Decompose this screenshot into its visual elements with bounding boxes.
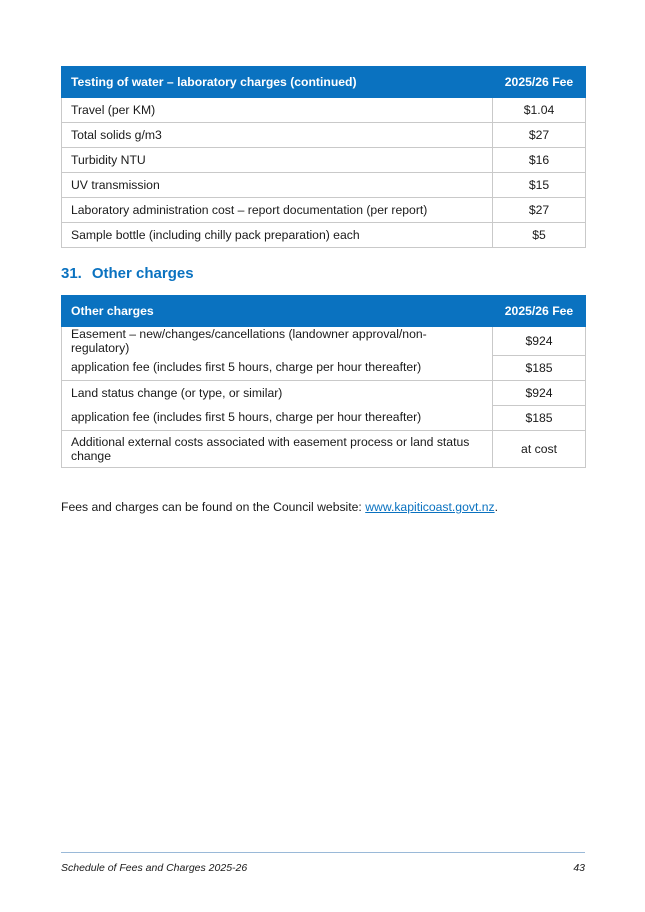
table-row bbox=[62, 173, 586, 198]
row-fee: $16 bbox=[493, 148, 586, 173]
row-fee: at cost bbox=[493, 430, 586, 467]
footer-title: Schedule of Fees and Charges 2025-26 bbox=[61, 862, 248, 874]
row-fee: $924 bbox=[493, 380, 586, 405]
table-row bbox=[62, 223, 586, 248]
table-row bbox=[62, 98, 586, 123]
row-description: UV transmission bbox=[62, 173, 493, 198]
row-description: Laboratory administration cost – report documentation (per report) bbox=[62, 198, 493, 223]
row-description: Travel (per KM) bbox=[62, 98, 493, 123]
section-number: 31. bbox=[61, 265, 82, 282]
fee-column-header: 2025/26 Fee bbox=[493, 296, 586, 327]
website-note-end: . bbox=[494, 500, 498, 514]
row-fee: $1.04 bbox=[493, 98, 586, 123]
row-description: application fee (includes first 5 hours, charge per hour thereafter) bbox=[62, 405, 493, 430]
page-number: 43 bbox=[573, 862, 585, 874]
row-description: Turbidity NTU bbox=[62, 148, 493, 173]
description-column-header: Other charges bbox=[62, 296, 493, 327]
table-row bbox=[62, 148, 586, 173]
row-fee: $27 bbox=[493, 198, 586, 223]
row-description: Additional external costs associated with easement process or land status change bbox=[62, 430, 493, 467]
table-header-row bbox=[62, 67, 586, 98]
row-description: Total solids g/m3 bbox=[62, 123, 493, 148]
footer-divider bbox=[61, 852, 585, 853]
row-description: Sample bottle (including chilly pack preparation) each bbox=[62, 223, 493, 248]
website-note-text: Fees and charges can be found on the Council website: bbox=[61, 500, 366, 514]
table-row bbox=[62, 430, 586, 467]
row-fee: $924 bbox=[493, 327, 586, 356]
website-note bbox=[61, 500, 498, 514]
row-fee: $15 bbox=[493, 173, 586, 198]
table-row bbox=[62, 355, 586, 380]
row-fee: $5 bbox=[493, 223, 586, 248]
table-row bbox=[62, 198, 586, 223]
table-row bbox=[62, 327, 586, 356]
row-description: application fee (includes first 5 hours, charge per hour thereafter) bbox=[62, 355, 493, 380]
row-fee: $27 bbox=[493, 123, 586, 148]
row-description: Easement – new/changes/cancellations (landowner approval/non-regulatory) bbox=[62, 327, 493, 356]
section-title: Other charges bbox=[91, 265, 194, 282]
section-heading bbox=[61, 265, 194, 282]
other-charges-table bbox=[61, 295, 586, 468]
laboratory-charges-table bbox=[61, 66, 586, 248]
table-row bbox=[62, 380, 586, 405]
table-row bbox=[62, 123, 586, 148]
table-row bbox=[62, 405, 586, 430]
table-header-row bbox=[62, 296, 586, 327]
row-fee: $185 bbox=[493, 355, 586, 380]
fee-column-header: 2025/26 Fee bbox=[493, 67, 586, 98]
row-description: Land status change (or type, or similar) bbox=[62, 380, 493, 405]
description-column-header: Testing of water – laboratory charges (continued) bbox=[62, 67, 493, 98]
council-website-link[interactable]: www.kapiticoast.govt.nz bbox=[365, 500, 495, 514]
row-fee: $185 bbox=[493, 405, 586, 430]
